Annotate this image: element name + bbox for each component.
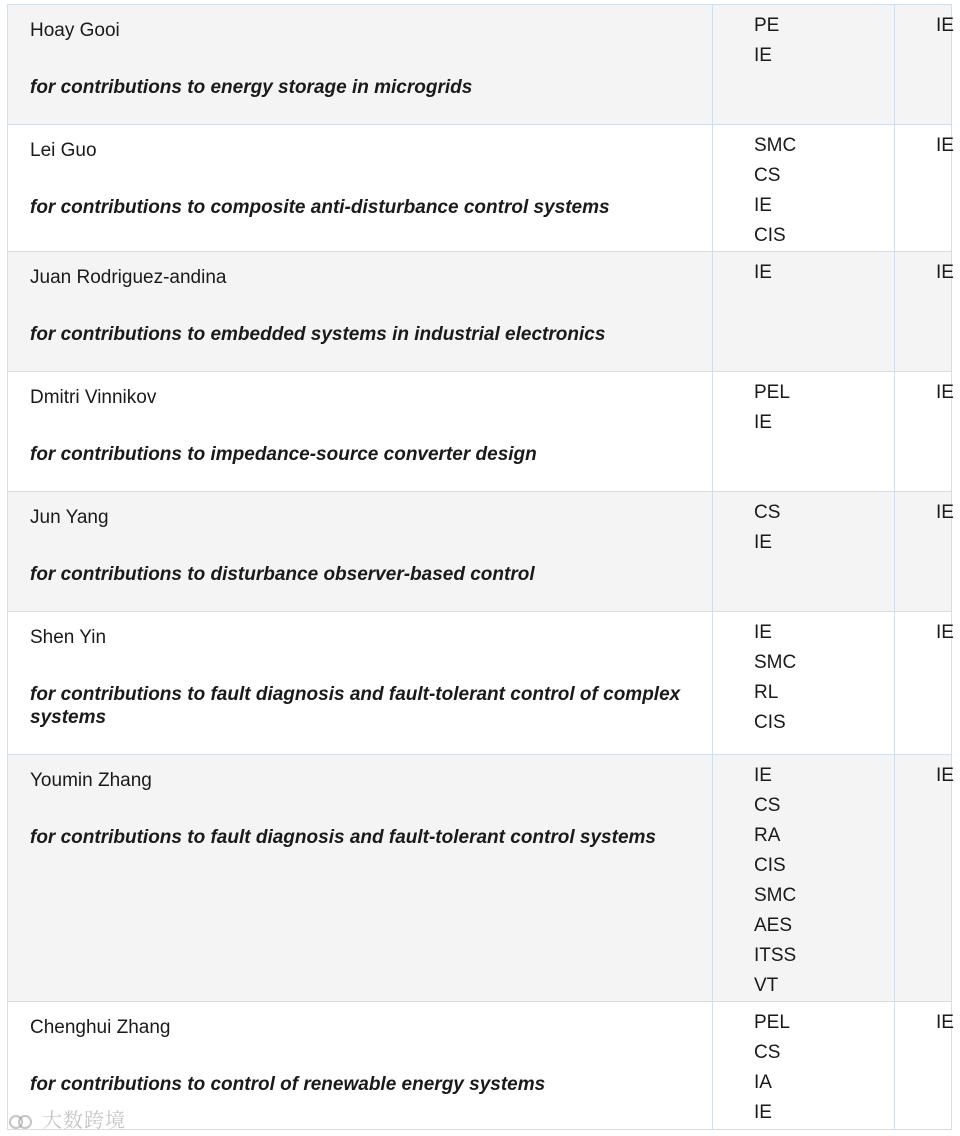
society-item: IE: [754, 195, 772, 216]
society-list-cell: [713, 492, 895, 612]
society-item: SMC: [754, 885, 797, 906]
table-row: [8, 5, 952, 125]
society-item: IE: [754, 1102, 772, 1123]
fellow-citation: for contributions to energy storage in microgrids: [30, 77, 473, 98]
society-item: IE: [754, 765, 772, 786]
table-row: [8, 372, 952, 492]
society-item: IE: [754, 262, 772, 283]
table-row: [8, 492, 952, 612]
society-item: CS: [754, 502, 781, 523]
evaluating-society: IE: [936, 622, 954, 643]
society-item: CIS: [754, 225, 786, 246]
society-item: CIS: [754, 855, 786, 876]
society-list-cell: [713, 5, 895, 125]
society-item: CIS: [754, 712, 786, 733]
society-item: AES: [754, 915, 793, 936]
society-item: SMC: [754, 652, 797, 673]
fellow-citation: for contributions to disturbance observer-based control: [30, 564, 535, 585]
society-item: IE: [754, 45, 772, 66]
society-list-cell: [713, 372, 895, 492]
evaluating-society-cell: [895, 1002, 952, 1130]
society-item: CS: [754, 1042, 781, 1063]
evaluating-society-cell: [895, 372, 952, 492]
society-list-cell: [713, 1002, 895, 1130]
society-list-cell: [713, 252, 895, 372]
fellow-citation: for contributions to impedance-source converter design: [30, 444, 537, 465]
society-item: PEL: [754, 1012, 790, 1033]
evaluating-society-cell: [895, 755, 952, 1002]
evaluating-society: IE: [936, 382, 954, 403]
fellow-name: Lei Guo: [30, 140, 97, 161]
table-row: [8, 755, 952, 1002]
fellow-cell: [8, 612, 713, 755]
fellow-name: Juan Rodriguez-andina: [30, 267, 227, 288]
society-list-cell: [713, 612, 895, 755]
watermark: [8, 1104, 126, 1133]
watermark-logo-icon: [8, 1111, 34, 1133]
fellow-citation: for contributions to fault diagnosis and fault-tolerant control systems: [30, 827, 656, 848]
society-item: CS: [754, 165, 781, 186]
fellow-cell: [8, 5, 713, 125]
fellow-name: Dmitri Vinnikov: [30, 387, 157, 408]
evaluating-society-cell: [895, 252, 952, 372]
society-item: PE: [754, 15, 780, 36]
society-list-cell: [713, 125, 895, 252]
fellow-citation: for contributions to composite anti-disturbance control systems: [30, 197, 610, 218]
evaluating-society: IE: [936, 15, 954, 36]
society-item: IA: [754, 1072, 772, 1093]
society-item: CS: [754, 795, 781, 816]
fellow-cell: [8, 372, 713, 492]
society-item: PEL: [754, 382, 790, 403]
society-item: RL: [754, 682, 779, 703]
society-item: SMC: [754, 135, 797, 156]
society-item: IE: [754, 412, 772, 433]
fellow-name: Chenghui Zhang: [30, 1017, 171, 1038]
society-item: VT: [754, 975, 779, 996]
fellow-name: Jun Yang: [30, 507, 109, 528]
table-row: [8, 125, 952, 252]
fellow-citation: for contributions to fault diagnosis and fault-tolerant control of complex systems: [30, 684, 681, 728]
fellow-cell: [8, 125, 713, 252]
fellow-cell: [8, 252, 713, 372]
fellow-citation: for contributions to control of renewable energy systems: [30, 1074, 546, 1095]
evaluating-society: IE: [936, 1012, 954, 1033]
fellow-cell: [8, 755, 713, 1002]
evaluating-society: IE: [936, 135, 954, 156]
table-row: [8, 252, 952, 372]
table-row: [8, 1002, 952, 1130]
watermark-text: 大数跨境: [42, 1110, 126, 1132]
fellow-name: Hoay Gooi: [30, 20, 120, 41]
fellows-table-body: [8, 5, 952, 1130]
society-item: ITSS: [754, 945, 797, 966]
evaluating-society-cell: [895, 612, 952, 755]
evaluating-society: IE: [936, 502, 954, 523]
fellow-name: Shen Yin: [30, 627, 107, 648]
evaluating-society: IE: [936, 262, 954, 283]
fellow-citation: for contributions to embedded systems in industrial electronics: [30, 324, 606, 345]
fellow-name: Youmin Zhang: [30, 770, 152, 791]
table-row: [8, 612, 952, 755]
society-list-cell: [713, 755, 895, 1002]
fellows-table: [7, 4, 952, 1130]
evaluating-society-cell: [895, 492, 952, 612]
society-item: IE: [754, 622, 772, 643]
evaluating-society: IE: [936, 765, 954, 786]
society-item: RA: [754, 825, 781, 846]
evaluating-society-cell: [895, 125, 952, 252]
society-item: IE: [754, 532, 772, 553]
fellow-cell: [8, 492, 713, 612]
evaluating-society-cell: [895, 5, 952, 125]
